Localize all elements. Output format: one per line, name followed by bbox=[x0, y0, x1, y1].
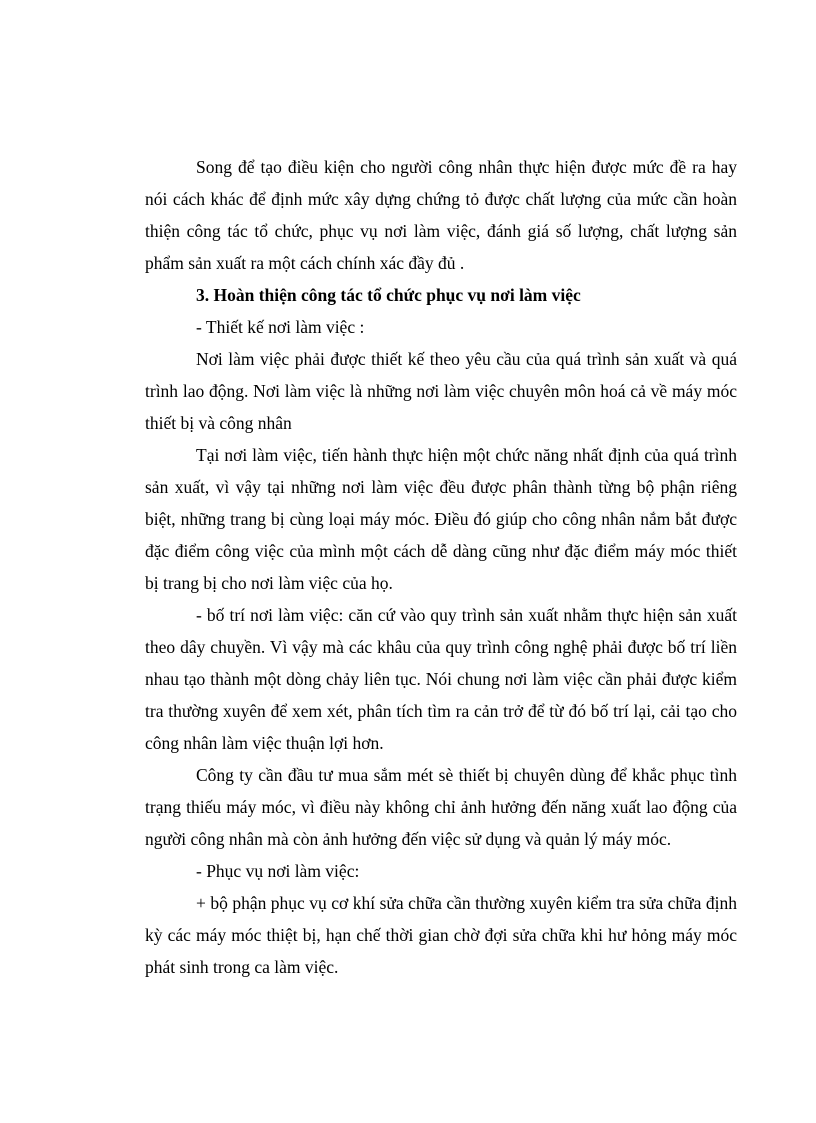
paragraph-workplace-design: Nơi làm việc phải được thiết kế theo yêu cầu của quá trình sản xuất và quá trình lao động. Nơi làm việc là những nơi làm việc chuyên môn hoá cả về máy móc thiết bị và công nhân bbox=[145, 349, 737, 433]
paragraph-intro: Song để tạo điều kiện cho người công nhân thực hiện được mức đề ra hay nói cách khác để định mức xây dựng chứng tỏ được chất lượng của mức cần hoàn thiện công tác tổ chức, phục vụ nơi làm việc, đánh giá số lượng, chất lượng sản phẩm sản xuất ra một cách chính xác đầy đủ . bbox=[145, 157, 737, 273]
section-heading: 3. Hoàn thiện công tác tổ chức phục vụ nơi làm việc bbox=[196, 285, 581, 305]
paragraph-workplace-layout: - bố trí nơi làm việc: căn cứ vào quy trình sản xuất nhằm thực hiện sản xuất theo dây chuyền. Vì vậy mà các khâu của quy trình công nghệ phải được bố trí liền nhau tạo thành một dòng chảy liên tục. Nói chung nơi làm việc cần phải được kiểm tra thường xuyên để xem xét, phân tích tìm ra cản trở để từ đó bố trí lại, cải tạo cho công nhân làm việc thuận lợi hơn. bbox=[145, 605, 737, 753]
paragraph-maintenance: + bộ phận phục vụ cơ khí sửa chữa cần thường xuyên kiểm tra sửa chữa định kỳ các máy móc thiệt bị, hạn chế thời gian chờ đợi sửa chữa khi hư hỏng máy móc phát sinh trong ca làm việc. bbox=[145, 893, 737, 977]
paragraph-workplace-function: Tại nơi làm việc, tiến hành thực hiện một chức năng nhất định của quá trình sản xuất, vì vậy tại những nơi làm việc đều được phân thành từng bộ phận riêng biệt, những trang bị cùng loại máy móc. Điều đó giúp cho công nhân nắm bắt được đặc điểm công việc của mình một cách dễ dàng cũng như đặc điểm máy móc thiết bị trang bị cho nơi làm việc của họ. bbox=[145, 445, 737, 593]
paragraph-equipment-investment: Công ty cần đầu tư mua sắm mét sè thiết bị chuyên dùng để khắc phục tình trạng thiếu máy móc, vì điều này không chỉ ảnh hưởng đến năng xuất lao động của người công nhân mà còn ảnh hưởng đến việc sử dụng và quản lý máy móc. bbox=[145, 765, 737, 849]
subheading-workplace-design: - Thiết kế nơi làm việc : bbox=[196, 317, 365, 337]
document-body bbox=[145, 151, 737, 983]
subheading-workplace-service: - Phục vụ nơi làm việc: bbox=[196, 861, 360, 881]
